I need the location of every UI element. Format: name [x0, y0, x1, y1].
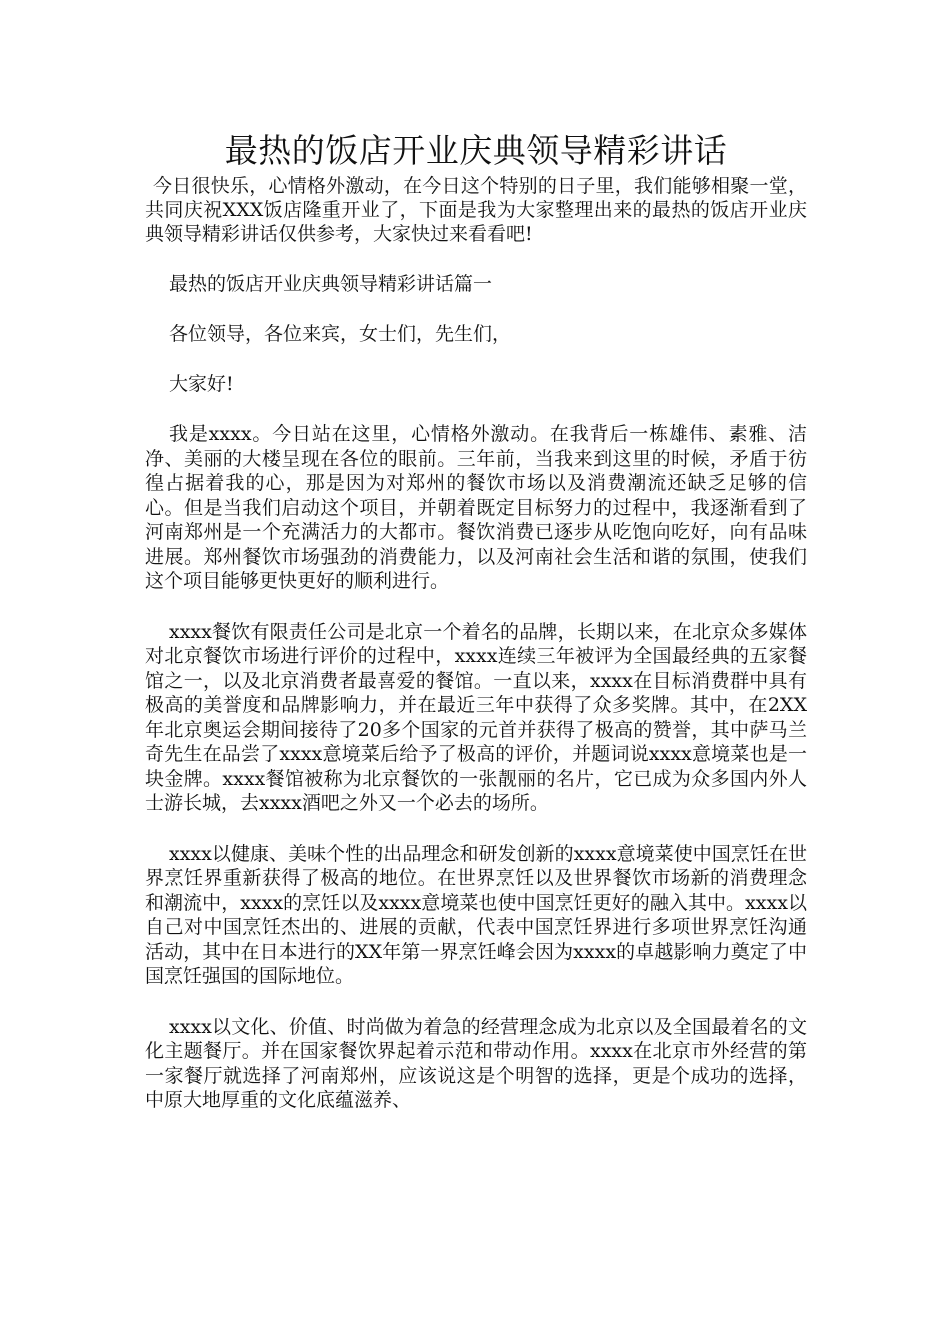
- body-paragraph: xxxx餐饮有限责任公司是北京一个着名的品牌，长期以来，在北京众多媒体对北京餐饮市场进行评价的过程中，xxxx连续三年被评为全国最经典的五家餐馆之一，以及北京消费者最喜爱的餐馆。一直以来，xxxx在目标消费群中具有极高的美誉度和品牌影响力，并在最近三年中获得了众多奖牌。其中，在2XX年北京奥运会期间接待了20多个国家的元首并获得了极高的赞誉，其中萨马兰奇先生在品尝了xxxx意境菜后给予了极高的评价，并题词说xxxx意境菜也是一块金牌。xxxx餐馆被称为北京餐饮的一张靓丽的名片，它已成为众多国内外人士游长城，去xxxx酒吧之外又一个必去的场所。: [145, 620, 807, 814]
- document-body: [145, 130, 807, 1113]
- body-paragraph: xxxx以健康、美味个性的出品理念和研发创新的xxxx意境菜使中国烹饪在世界烹饪界重新获得了极高的地位。在世界烹饪以及世界餐饮市场新的消费理念和潮流中，xxxx的烹饪以及xxxx意境菜也使中国烹饪更好的融入其中。xxxx以自己对中国烹饪杰出的、进展的贡献，代表中国烹饪界进行多项世界烹饪沟通活动，其中在日本进行的XX年第一界烹饪峰会因为xxxx的卓越影响力奠定了中国烹饪强国的国际地位。: [145, 842, 807, 987]
- document-title: 最热的饭店开业庆典领导精彩讲话: [224, 131, 728, 170]
- salutation: 各位领导，各位来宾，女士们，先生们，: [169, 323, 512, 345]
- section-heading: 最热的饭店开业庆典领导精彩讲话篇一: [169, 273, 493, 295]
- intro-paragraph: 今日很快乐，心情格外激动，在今日这个特别的日子里，我们能够相聚一堂，共同庆祝XXX饭店隆重开业了，下面是我为大家整理出来的最热的饭店开业庆典领导精彩讲话仅供参考，大家快过来看看吧!: [145, 175, 807, 245]
- body-paragraph: 我是xxxx。今日站在这里，心情格外激动。在我背后一栋雄伟、素雅、洁净、美丽的大楼呈现在各位的眼前。三年前，当我来到这里的时候，矛盾于彷徨占据着我的心，那是因为对郑州的餐饮市场以及消费潮流还缺乏足够的信心。但是当我们启动这个项目，并朝着既定目标努力的过程中，我逐渐看到了河南郑州是一个充满活力的大都市。餐饮消费已逐步从吃饱向吃好，向有品味进展。郑州餐饮市场强劲的消费能力，以及河南社会生活和谐的氛围，使我们这个项目能够更快更好的顺利进行。: [145, 423, 807, 592]
- greeting: 大家好!: [169, 373, 234, 395]
- body-paragraph: xxxx以文化、价值、时尚做为着急的经营理念成为北京以及全国最着名的文化主题餐厅。并在国家餐饮界起着示范和带动作用。xxxx在北京市外经营的第一家餐厅就选择了河南郑州，应该说这是个明智的选择，更是个成功的选择，中原大地厚重的文化底蕴滋养、: [145, 1015, 807, 1111]
